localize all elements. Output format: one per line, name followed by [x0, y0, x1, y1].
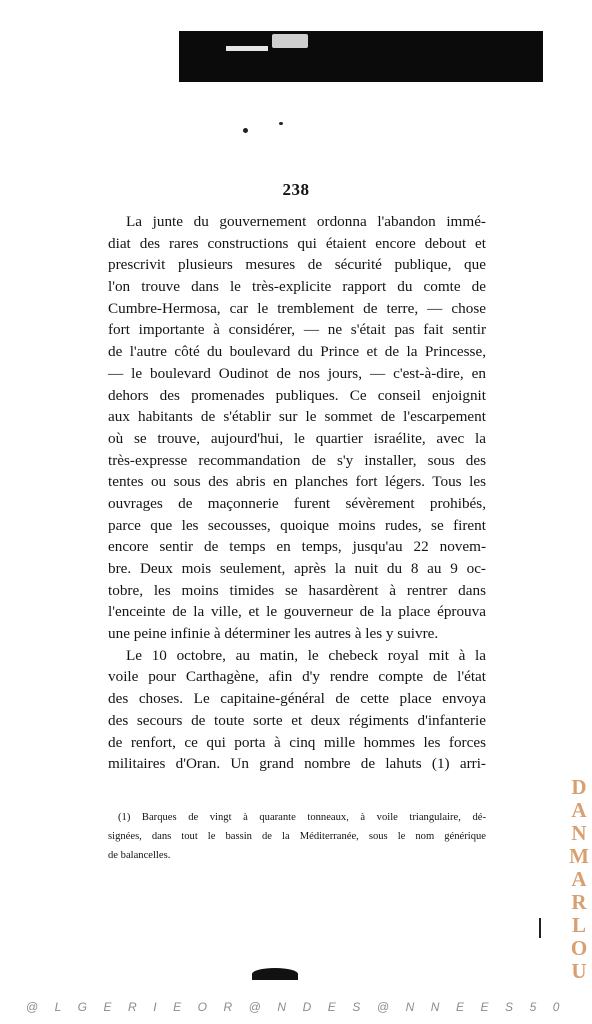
ink-blot	[252, 968, 298, 980]
page-number: 238	[282, 180, 310, 199]
watermark: @ L G E R I E O R @ N D E S @ N N E E S 5 0	[25, 1000, 567, 1014]
text-line: l'enceinte de la ville, et le gouverneur de la place éprouva	[108, 603, 486, 621]
text-line: de renfort, ce qui porta à cinq mille hommes les forces	[108, 733, 486, 751]
ink-speck	[243, 128, 248, 133]
text-line: La junte du gouvernement ordonna l'abandon immé-	[126, 213, 486, 230]
text-line: militaires d'Oran. Un grand nombre de lahuts (1) arri-	[108, 755, 486, 773]
text-line: ouvrages de maçonnerie furent sévèrement prohibés,	[108, 494, 486, 512]
footnote-line: de balancelles.	[108, 850, 171, 861]
text-line: voile pour Carthagène, afin d'y rendre compte de l'état	[108, 668, 486, 686]
scan-smudge	[272, 34, 308, 48]
top-black-band	[179, 31, 543, 82]
footnote-line: signées, dans tout le bassin de la Méditerranée, sous le nom générique	[108, 831, 486, 842]
text-line: des secours de toute sorte et deux régiments d'infanterie	[108, 711, 486, 729]
text-line: Cumbre-Hermosa, car le tremblement de terre, — chose	[108, 299, 486, 317]
ink-speck	[279, 122, 283, 125]
text-line: aux habitants de s'établir sur le sommet de l'escarpement	[108, 408, 486, 426]
stamp-letter: N	[571, 821, 587, 845]
scan-edge-mark	[539, 918, 541, 938]
stamp-letter: M	[569, 844, 589, 868]
text-line: tobre, les moins timides se hasardèrent à rentrer dans	[108, 581, 486, 599]
stamp-letter: O	[570, 936, 588, 960]
text-line: dehors des promenades publiques. Ce conseil enjoignit	[108, 386, 486, 404]
text-line: encore sentir de temps en temps, jusqu'au 22 novem-	[108, 538, 486, 556]
text-line: l'on trouve dans le très-explicite rapport du comte de	[108, 278, 486, 296]
text-line: une peine infinie à déterminer les autres à les y suivre.	[108, 625, 439, 643]
footnotes	[108, 808, 486, 865]
text-line: — le boulevard Oudinot de nos jours, — c'est-à-dire, en	[108, 364, 486, 382]
stamp-letter: U	[571, 959, 587, 983]
text-line: prescrivit plusieurs mesures de sécurité publique, que	[108, 256, 486, 274]
footnote-line: (1) Barques de vingt à quarante tonneaux, à voile triangulaire, dé-	[118, 812, 486, 823]
text-line: tentes ou sous des abris en planches fort légers. Tous les	[108, 473, 486, 491]
text-line: où se trouve, aujourd'hui, le quartier israélite, avec la	[108, 429, 486, 447]
text-line: diat des rares constructions qui étaient encore debout et	[108, 234, 486, 252]
stamp-letter: R	[571, 890, 587, 914]
body-text	[108, 211, 486, 775]
vertical-stamp	[568, 776, 590, 983]
text-line: très-expresse recommandation de s'y installer, sous des	[108, 451, 486, 469]
stamp-letter: A	[571, 798, 587, 822]
text-line: des choses. Le capitaine-général de cette place envoya	[108, 690, 486, 708]
text-line: bre. Deux mois seulement, après la nuit du 8 au 9 oc-	[108, 560, 486, 577]
stamp-letter: L	[571, 913, 586, 937]
text-line: parce que les secousses, quoique moins rudes, se firent	[108, 516, 486, 534]
scan-smudge	[226, 46, 268, 51]
text-line: Le 10 octobre, au matin, le chebeck royal mit à la	[126, 646, 486, 664]
stamp-letter: D	[571, 775, 587, 799]
stamp-letter: A	[571, 867, 587, 891]
text-line: de l'autre côté du boulevard du Prince et de la Princesse,	[108, 343, 486, 361]
text-line: fort importante à considérer, — ne s'était pas fait sentir	[108, 321, 486, 339]
